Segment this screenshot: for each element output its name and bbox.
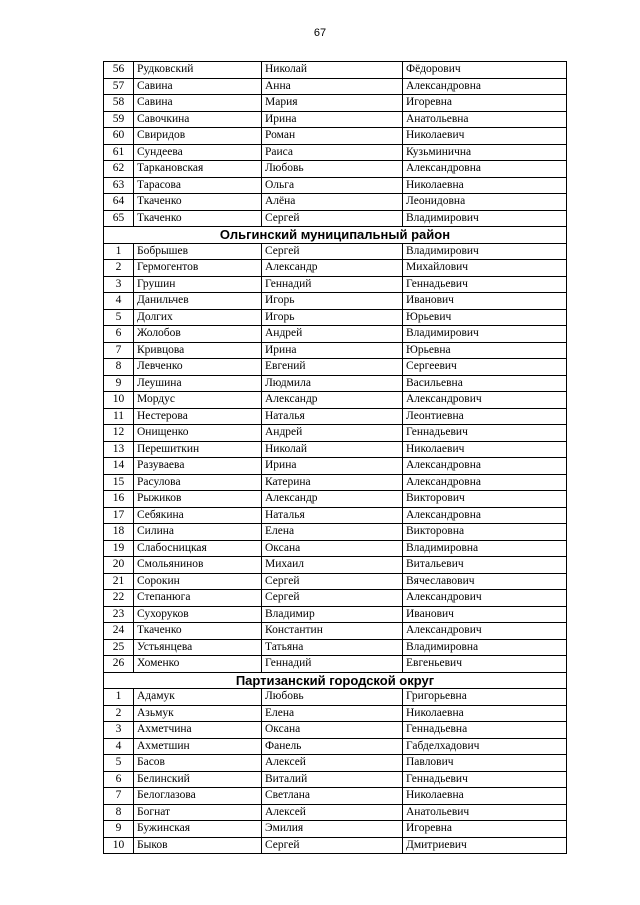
- first-name: Роман: [262, 128, 403, 145]
- last-name: Мордус: [134, 392, 262, 409]
- patronymic: Анатольевна: [403, 111, 567, 128]
- first-name: Михаил: [262, 557, 403, 574]
- last-name: Леушина: [134, 375, 262, 392]
- patronymic: Юрьевна: [403, 342, 567, 359]
- last-name: Ахметчина: [134, 722, 262, 739]
- patronymic: Александрович: [403, 392, 567, 409]
- section-title: Партизанский городской округ: [104, 672, 567, 689]
- table-row: [104, 474, 567, 491]
- patronymic: Геннадьевич: [403, 771, 567, 788]
- table-row: [104, 161, 567, 178]
- row-number: 18: [104, 524, 134, 541]
- table-row: [104, 375, 567, 392]
- patronymic: Геннадьевич: [403, 276, 567, 293]
- patronymic: Геннадьевна: [403, 722, 567, 739]
- last-name: Савочкина: [134, 111, 262, 128]
- table-row: [104, 804, 567, 821]
- patronymic: Габделхадович: [403, 738, 567, 755]
- first-name: Ирина: [262, 342, 403, 359]
- first-name: Фанель: [262, 738, 403, 755]
- row-number: 60: [104, 128, 134, 145]
- last-name: Силина: [134, 524, 262, 541]
- table-row: [104, 788, 567, 805]
- first-name: Ольга: [262, 177, 403, 194]
- row-number: 62: [104, 161, 134, 178]
- first-name: Александр: [262, 260, 403, 277]
- last-name: Белинский: [134, 771, 262, 788]
- table-row: [104, 623, 567, 640]
- patronymic: Николаевна: [403, 788, 567, 805]
- table-row: [104, 722, 567, 739]
- first-name: Евгений: [262, 359, 403, 376]
- row-number: 20: [104, 557, 134, 574]
- first-name: Наталья: [262, 507, 403, 524]
- table-row: [104, 326, 567, 343]
- row-number: 23: [104, 606, 134, 623]
- row-number: 10: [104, 392, 134, 409]
- first-name: Константин: [262, 623, 403, 640]
- row-number: 5: [104, 309, 134, 326]
- last-name: Жолобов: [134, 326, 262, 343]
- first-name: Эмилия: [262, 821, 403, 838]
- last-name: Савина: [134, 78, 262, 95]
- table-row: [104, 62, 567, 79]
- table-row: [104, 458, 567, 475]
- row-number: 3: [104, 722, 134, 739]
- last-name: Левченко: [134, 359, 262, 376]
- table-row: [104, 656, 567, 673]
- patronymic: Владимирович: [403, 210, 567, 227]
- row-number: 14: [104, 458, 134, 475]
- row-number: 61: [104, 144, 134, 161]
- table-row: [104, 590, 567, 607]
- last-name: Свиридов: [134, 128, 262, 145]
- patronymic: Иванович: [403, 293, 567, 310]
- patronymic: Михайлович: [403, 260, 567, 277]
- row-number: 19: [104, 540, 134, 557]
- table-row: [104, 128, 567, 145]
- row-number: 63: [104, 177, 134, 194]
- first-name: Владимир: [262, 606, 403, 623]
- table-row: [104, 689, 567, 706]
- last-name: Богнат: [134, 804, 262, 821]
- patronymic: Александровна: [403, 458, 567, 475]
- patronymic: Владимировна: [403, 639, 567, 656]
- row-number: 59: [104, 111, 134, 128]
- first-name: Оксана: [262, 722, 403, 739]
- patronymic: Кузьминична: [403, 144, 567, 161]
- first-name: Ирина: [262, 111, 403, 128]
- first-name: Геннадий: [262, 276, 403, 293]
- table-row: [104, 111, 567, 128]
- patronymic: Витальевич: [403, 557, 567, 574]
- last-name: Долгих: [134, 309, 262, 326]
- patronymic: Николаевна: [403, 705, 567, 722]
- first-name: Геннадий: [262, 656, 403, 673]
- patronymic: Владимирович: [403, 243, 567, 260]
- first-name: Сергей: [262, 573, 403, 590]
- table-row: [104, 557, 567, 574]
- patronymic: Сергеевич: [403, 359, 567, 376]
- row-number: 6: [104, 771, 134, 788]
- row-number: 26: [104, 656, 134, 673]
- last-name: Себякина: [134, 507, 262, 524]
- names-table-body: [104, 62, 567, 854]
- last-name: Бобрышев: [134, 243, 262, 260]
- first-name: Людмила: [262, 375, 403, 392]
- table-row: [104, 507, 567, 524]
- page-number: 67: [313, 27, 327, 39]
- row-number: 24: [104, 623, 134, 640]
- patronymic: Анатольевич: [403, 804, 567, 821]
- last-name: Степанюга: [134, 590, 262, 607]
- patronymic: Васильевна: [403, 375, 567, 392]
- patronymic: Леонидовна: [403, 194, 567, 211]
- first-name: Александр: [262, 491, 403, 508]
- last-name: Сухоруков: [134, 606, 262, 623]
- row-number: 8: [104, 359, 134, 376]
- last-name: Белоглазова: [134, 788, 262, 805]
- first-name: Анна: [262, 78, 403, 95]
- patronymic: Николаевна: [403, 177, 567, 194]
- patronymic: Павлович: [403, 755, 567, 772]
- first-name: Игорь: [262, 293, 403, 310]
- first-name: Алексей: [262, 804, 403, 821]
- row-number: 5: [104, 755, 134, 772]
- patronymic: Геннадьевич: [403, 425, 567, 442]
- table-row: [104, 78, 567, 95]
- patronymic: Дмитриевич: [403, 837, 567, 854]
- first-name: Сергей: [262, 243, 403, 260]
- row-number: 65: [104, 210, 134, 227]
- first-name: Алексей: [262, 755, 403, 772]
- last-name: Расулова: [134, 474, 262, 491]
- table-row: [104, 260, 567, 277]
- table-row: [104, 194, 567, 211]
- table-row: [104, 342, 567, 359]
- patronymic: Иванович: [403, 606, 567, 623]
- table-row: [104, 771, 567, 788]
- last-name: Онищенко: [134, 425, 262, 442]
- row-number: 3: [104, 276, 134, 293]
- last-name: Сундеева: [134, 144, 262, 161]
- first-name: Любовь: [262, 161, 403, 178]
- row-number: 9: [104, 375, 134, 392]
- patronymic: Александровна: [403, 78, 567, 95]
- patronymic: Александровна: [403, 507, 567, 524]
- last-name: Нестерова: [134, 408, 262, 425]
- names-table: [103, 61, 567, 854]
- table-row: [104, 210, 567, 227]
- last-name: Ахметшин: [134, 738, 262, 755]
- table-row: [104, 738, 567, 755]
- table-row: [104, 177, 567, 194]
- last-name: Таркановская: [134, 161, 262, 178]
- row-number: 22: [104, 590, 134, 607]
- last-name: Гермогентов: [134, 260, 262, 277]
- last-name: Хоменко: [134, 656, 262, 673]
- row-number: 17: [104, 507, 134, 524]
- patronymic: Владимирович: [403, 326, 567, 343]
- table-row: [104, 441, 567, 458]
- row-number: 8: [104, 804, 134, 821]
- last-name: Грушин: [134, 276, 262, 293]
- row-number: 2: [104, 705, 134, 722]
- last-name: Рудковский: [134, 62, 262, 79]
- row-number: 13: [104, 441, 134, 458]
- patronymic: Григорьевна: [403, 689, 567, 706]
- last-name: Ткаченко: [134, 623, 262, 640]
- first-name: Виталий: [262, 771, 403, 788]
- last-name: Слабосницкая: [134, 540, 262, 557]
- patronymic: Игоревна: [403, 821, 567, 838]
- patronymic: Фёдорович: [403, 62, 567, 79]
- last-name: Перешиткин: [134, 441, 262, 458]
- patronymic: Николаевич: [403, 128, 567, 145]
- row-number: 64: [104, 194, 134, 211]
- patronymic: Игоревна: [403, 95, 567, 112]
- row-number: 57: [104, 78, 134, 95]
- first-name: Катерина: [262, 474, 403, 491]
- patronymic: Викторовна: [403, 524, 567, 541]
- first-name: Светлана: [262, 788, 403, 805]
- last-name: Устьянцева: [134, 639, 262, 656]
- row-number: 9: [104, 821, 134, 838]
- table-row: [104, 573, 567, 590]
- section-header-row: [104, 672, 567, 689]
- first-name: Ирина: [262, 458, 403, 475]
- row-number: 1: [104, 243, 134, 260]
- first-name: Алёна: [262, 194, 403, 211]
- row-number: 12: [104, 425, 134, 442]
- last-name: Рыжиков: [134, 491, 262, 508]
- first-name: Николай: [262, 62, 403, 79]
- first-name: Оксана: [262, 540, 403, 557]
- first-name: Раиса: [262, 144, 403, 161]
- row-number: 2: [104, 260, 134, 277]
- row-number: 11: [104, 408, 134, 425]
- patronymic: Александровна: [403, 161, 567, 178]
- last-name: Адамук: [134, 689, 262, 706]
- table-row: [104, 293, 567, 310]
- patronymic: Викторович: [403, 491, 567, 508]
- last-name: Савина: [134, 95, 262, 112]
- section-title: Ольгинский муниципальный район: [104, 227, 567, 244]
- row-number: 7: [104, 342, 134, 359]
- last-name: Кривцова: [134, 342, 262, 359]
- row-number: 1: [104, 689, 134, 706]
- first-name: Андрей: [262, 326, 403, 343]
- table-row: [104, 705, 567, 722]
- first-name: Игорь: [262, 309, 403, 326]
- last-name: Сорокин: [134, 573, 262, 590]
- first-name: Сергей: [262, 210, 403, 227]
- row-number: 58: [104, 95, 134, 112]
- table-row: [104, 144, 567, 161]
- patronymic: Александрович: [403, 623, 567, 640]
- table-row: [104, 243, 567, 260]
- last-name: Данильчев: [134, 293, 262, 310]
- row-number: 6: [104, 326, 134, 343]
- section-header-row: [104, 227, 567, 244]
- first-name: Сергей: [262, 590, 403, 607]
- last-name: Тарасова: [134, 177, 262, 194]
- last-name: Ткаченко: [134, 210, 262, 227]
- row-number: 56: [104, 62, 134, 79]
- patronymic: Владимировна: [403, 540, 567, 557]
- table-row: [104, 821, 567, 838]
- patronymic: Александрович: [403, 590, 567, 607]
- table-row: [104, 524, 567, 541]
- last-name: Разуваева: [134, 458, 262, 475]
- first-name: Наталья: [262, 408, 403, 425]
- table-row: [104, 95, 567, 112]
- patronymic: Александровна: [403, 474, 567, 491]
- last-name: Бужинская: [134, 821, 262, 838]
- last-name: Смольянинов: [134, 557, 262, 574]
- last-name: Басов: [134, 755, 262, 772]
- row-number: 15: [104, 474, 134, 491]
- table-row: [104, 491, 567, 508]
- table-row: [104, 359, 567, 376]
- table-row: [104, 425, 567, 442]
- patronymic: Евгеньевич: [403, 656, 567, 673]
- table-row: [104, 392, 567, 409]
- first-name: Сергей: [262, 837, 403, 854]
- first-name: Николай: [262, 441, 403, 458]
- first-name: Андрей: [262, 425, 403, 442]
- table-row: [104, 276, 567, 293]
- table-row: [104, 837, 567, 854]
- first-name: Елена: [262, 705, 403, 722]
- row-number: 4: [104, 293, 134, 310]
- last-name: Быков: [134, 837, 262, 854]
- table-row: [104, 755, 567, 772]
- row-number: 21: [104, 573, 134, 590]
- last-name: Ткаченко: [134, 194, 262, 211]
- patronymic: Вячеславович: [403, 573, 567, 590]
- row-number: 4: [104, 738, 134, 755]
- row-number: 7: [104, 788, 134, 805]
- patronymic: Николаевич: [403, 441, 567, 458]
- table-row: [104, 408, 567, 425]
- row-number: 16: [104, 491, 134, 508]
- table-row: [104, 639, 567, 656]
- patronymic: Юрьевич: [403, 309, 567, 326]
- table-row: [104, 309, 567, 326]
- table-row: [104, 540, 567, 557]
- row-number: 25: [104, 639, 134, 656]
- last-name: Азьмук: [134, 705, 262, 722]
- patronymic: Леонтиевна: [403, 408, 567, 425]
- first-name: Любовь: [262, 689, 403, 706]
- first-name: Мария: [262, 95, 403, 112]
- row-number: 10: [104, 837, 134, 854]
- first-name: Александр: [262, 392, 403, 409]
- first-name: Татьяна: [262, 639, 403, 656]
- table-row: [104, 606, 567, 623]
- first-name: Елена: [262, 524, 403, 541]
